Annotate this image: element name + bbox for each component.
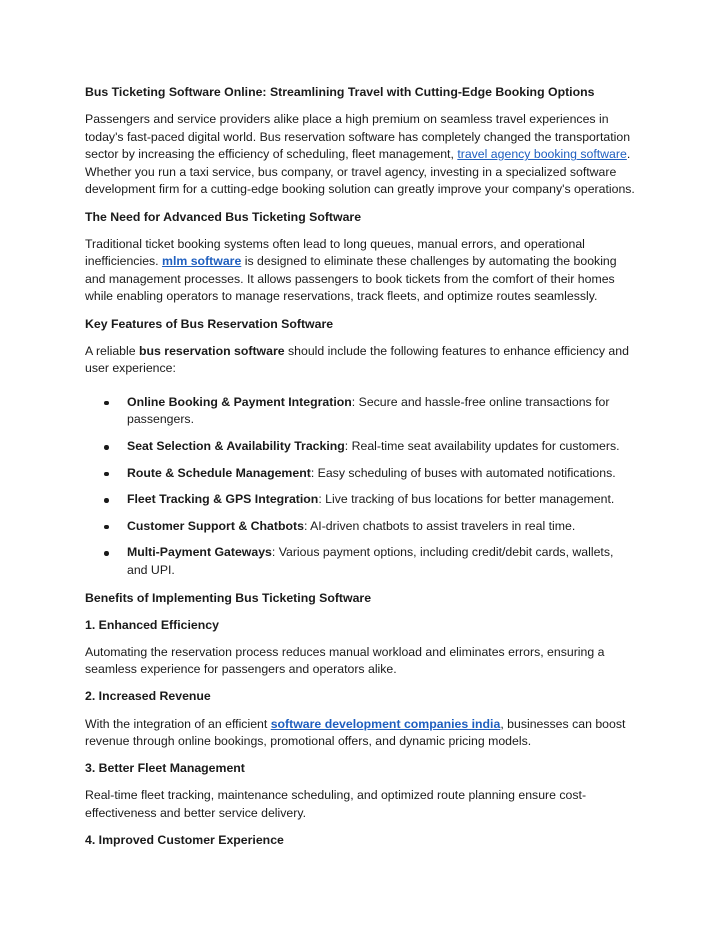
benefit-2-heading: 2. Increased Revenue: [85, 689, 211, 704]
feature-desc: : Secure and hassle-free online transactions for passengers.: [127, 394, 610, 427]
feature-desc: : Easy scheduling of buses with automated notifications.: [310, 465, 616, 480]
bullet-icon: [104, 472, 109, 477]
benefit-2-text-1: With the integration of an efficient: [85, 716, 271, 731]
feature-desc: : Real-time seat availability updates for customers.: [344, 439, 620, 453]
benefit-1-paragraph: Automating the reservation process reduces manual workload and eliminates errors, ensuring a seamless experience for passengers and operators alike.: [85, 644, 605, 677]
benefit-2-text-2: , businesses can boost revenue through online bookings, promotional offers, and dynamic pricing models.: [85, 716, 626, 749]
feature-label: Online Booking & Payment Integration: [127, 394, 352, 409]
bullet-icon: [104, 525, 109, 530]
feature-label: Route & Schedule Management: [127, 465, 311, 480]
features-intro-bold: bus reservation software: [139, 343, 285, 358]
features-list: [85, 394, 637, 580]
need-text-1: Traditional ticket booking systems often lead to long queues, manual errors, and operational inefficiencies.: [85, 236, 585, 269]
document-page: [85, 84, 637, 850]
need-heading: The Need for Advanced Bus Ticketing Software: [85, 209, 362, 224]
feature-desc: : Live tracking of bus locations for better management.: [318, 492, 615, 507]
software-development-companies-india-link[interactable]: software development companies india: [270, 716, 501, 731]
document-title: Bus Ticketing Software Online: Streamlining Travel with Cutting-Edge Booking Options: [85, 85, 595, 99]
list-item: [85, 394, 637, 429]
feature-desc: : Various payment options, including credit/debit cards, wallets, and UPI.: [127, 545, 614, 577]
benefit-2-paragraph: [85, 716, 637, 751]
list-item: [85, 544, 637, 579]
features-intro: [85, 343, 637, 378]
list-item: [85, 518, 637, 536]
list-item: [85, 491, 637, 509]
intro-text-2: . Whether you run a taxi service, bus company, or travel agency, investing in a specialized software development firm for a cutting-edge booking solution can greatly improve your company's operations.: [85, 147, 635, 197]
need-paragraph: [85, 236, 637, 306]
list-item: [85, 438, 637, 456]
features-intro-post: should include the following features to enhance efficiency and user experience:: [85, 343, 629, 376]
benefit-1-heading: 1. Enhanced Efficiency: [85, 617, 219, 632]
features-intro-pre: A reliable: [85, 343, 140, 358]
feature-label: Seat Selection & Availability Tracking: [127, 439, 345, 453]
feature-label: Fleet Tracking & GPS Integration: [127, 492, 319, 507]
benefit-3-heading: 3. Better Fleet Management: [85, 761, 245, 776]
benefit-3-paragraph: Real-time fleet tracking, maintenance scheduling, and optimized route planning ensure cost-effectiveness and better service delivery.: [85, 788, 587, 820]
intro-text-1: Passengers and service providers alike place a high premium on seamless travel experiences in today's fast-paced digital world. Bus reservation software has completely changed the transportation sector by increasing the efficiency of scheduling, fleet management,: [85, 112, 631, 162]
intro-paragraph: [85, 111, 637, 199]
bullet-icon: [104, 401, 109, 406]
need-text-2: is designed to eliminate these challenges by automating the booking and management processes. It allows passengers to book tickets from the comfort of their homes while enabling operators to manage reservations, track fleets, and optimize routes seamlessly.: [85, 254, 617, 304]
features-heading: Key Features of Bus Reservation Software: [85, 316, 334, 331]
travel-agency-booking-software-link[interactable]: travel agency booking software: [457, 147, 627, 162]
bullet-icon: [104, 551, 109, 556]
feature-desc: : AI-driven chatbots to assist travelers in real time.: [303, 518, 576, 533]
bullet-icon: [104, 445, 109, 450]
feature-label: Multi-Payment Gateways: [127, 545, 272, 560]
feature-label: Customer Support & Chatbots: [127, 518, 304, 533]
bullet-icon: [104, 498, 109, 503]
benefit-4-heading: 4. Improved Customer Experience: [85, 833, 284, 847]
benefits-heading: Benefits of Implementing Bus Ticketing Software: [85, 590, 372, 605]
list-item: [85, 465, 637, 483]
mlm-software-link[interactable]: mlm software: [162, 254, 242, 269]
